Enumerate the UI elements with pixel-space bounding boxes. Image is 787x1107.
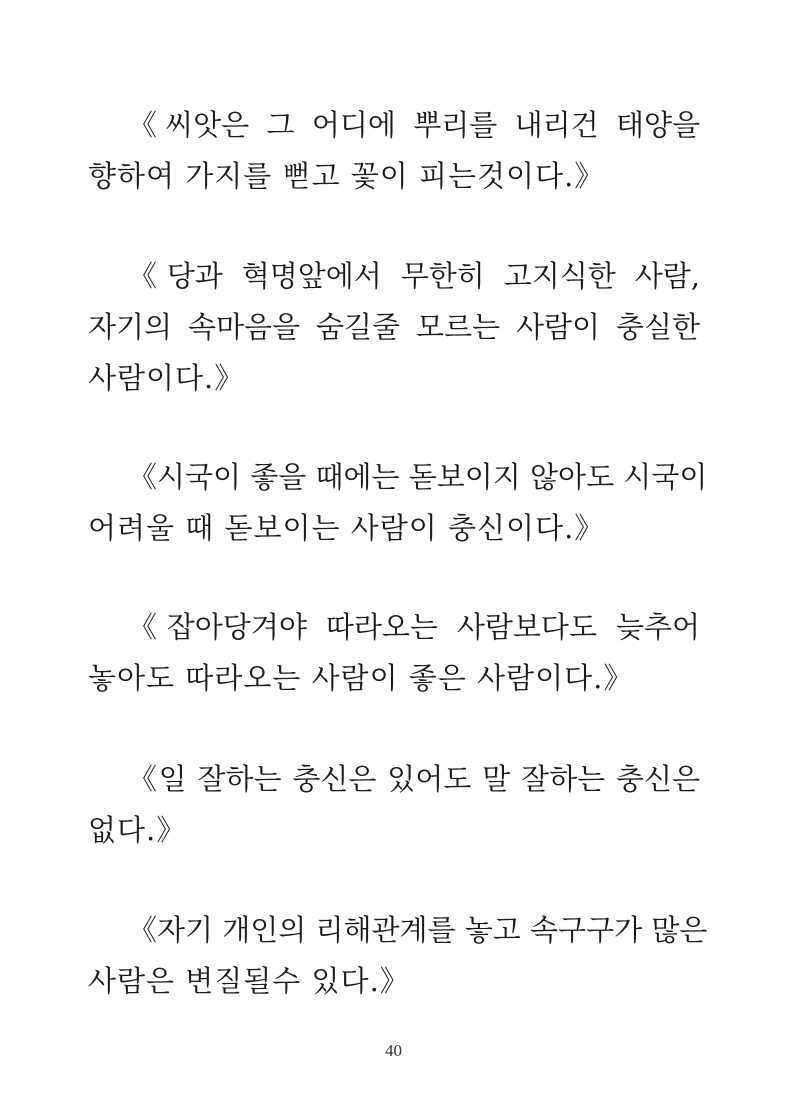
paragraph-3-line-2: 어려울 때 돋보이는 사람이 충신이다.》	[88, 511, 605, 545]
paragraph-6-line-1: 《자기 개인의 리해관계를 놓고 속구구가 많은	[128, 913, 708, 947]
paragraph-1-line-1: 《씨앗은 그 어디에 뿌리를 내리건 태양을	[128, 108, 700, 142]
paragraph-3-line-1: 《시국이 좋을 때에는 돋보이지 않아도 시국이	[128, 460, 708, 494]
paragraph-1-line-2: 향하여 가지를 뻗고 꽃이 피는것이다.》	[88, 159, 605, 193]
paragraph-2-line-2: 자기의 속마음을 숨길줄 모르는 사람이 충실한	[88, 310, 700, 344]
paragraph-5-line-1: 《일 잘하는 충신은 있어도 말 잘하는 충신은	[128, 762, 700, 796]
paragraph-4-line-1: 《잡아당겨야 따라오는 사람보다도 늦추어	[128, 610, 700, 644]
page-number: 40	[385, 1041, 402, 1060]
paragraph-5-line-2: 없다.》	[88, 813, 187, 847]
paragraph-2-line-3: 사람이다.》	[88, 361, 245, 395]
paragraph-2-line-1: 《당과 혁명앞에서 무한히 고지식한 사람,	[128, 259, 700, 293]
paragraph-6-line-2: 사람은 변질될수 있다.》	[88, 964, 410, 998]
paragraph-4-line-2: 놓아도 따라오는 사람이 좋은 사람이다.》	[88, 661, 634, 695]
